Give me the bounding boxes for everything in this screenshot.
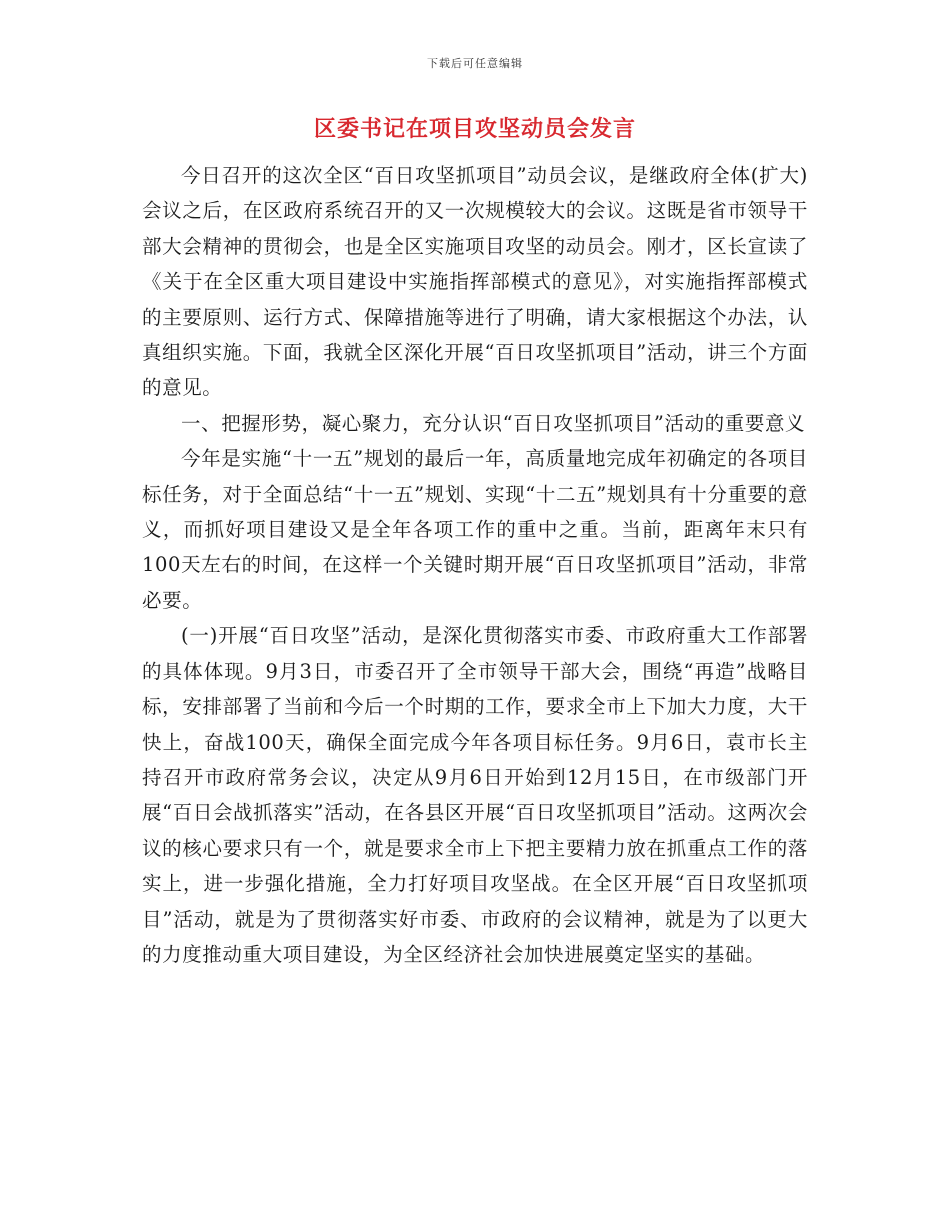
document-title: 区委书记在项目攻坚动员会发言: [313, 116, 636, 142]
document-body: [142, 158, 808, 972]
paragraph-context: 今年是实施“十一五”规划的最后一年，高质量地完成年初确定的各项目标任务，对于全面总结“十一五”规划、实现“十二五”规划具有十分重要的意义，而抓好项目建设又是全年各项工作的重中之重。当前，距离年末只有100天左右的时间，在这样一个关键时期开展“百日攻坚抓项目”活动，非常必要。: [142, 447, 808, 612]
paragraph-intro: 今日召开的这次全区“百日攻坚抓项目”动员会议，是继政府全体(扩大)会议之后，在区政府系统召开的又一次规模较大的会议。这既是省市领导干部大会精神的贯彻会，也是全区实施项目攻坚的动员会。刚才，区长宣读了《关于在全区重大项目建设中实施指挥部模式的意见》，对实施指挥部模式的主要原则、运行方式、保障措施等进行了明确，请大家根据这个办法，认真组织实施。下面，我就全区深化开展“百日攻坚抓项目”活动，讲三个方面的意见。: [142, 164, 808, 400]
section-heading-1: 一、把握形势，凝心聚力，充分认识“百日攻坚抓项目”活动的重要意义: [181, 411, 806, 435]
paragraph-point-1: (一)开展“百日攻坚”活动，是深化贯彻落实市委、市政府重大工作部署的具体体现。9月3日，市委召开了全市领导干部大会，围绕“再造”战略目标，安排部署了当前和今后一个时期的工作，要求全市上下加大力度，大干快上，奋战100天，确保全面完成今年各项目标任务。9月6日，袁市长主持召开市政府常务会议，决定从9月6日开始到12月15日，在市级部门开展“百日会战抓落实”活动，在各县区开展“百日攻坚抓项目”活动。这两次会议的核心要求只有一个，就是要求全市上下把主要精力放在抓重点工作的落实上，进一步强化措施，全力打好项目攻坚战。在全区开展“百日攻坚抓项目”活动，就是为了贯彻落实好市委、市政府的会议精神，就是为了以更大的力度推动重大项目建设，为全区经济社会加快进展奠定坚实的基础。: [142, 624, 808, 966]
header-note: 下载后可任意编辑: [427, 57, 523, 70]
